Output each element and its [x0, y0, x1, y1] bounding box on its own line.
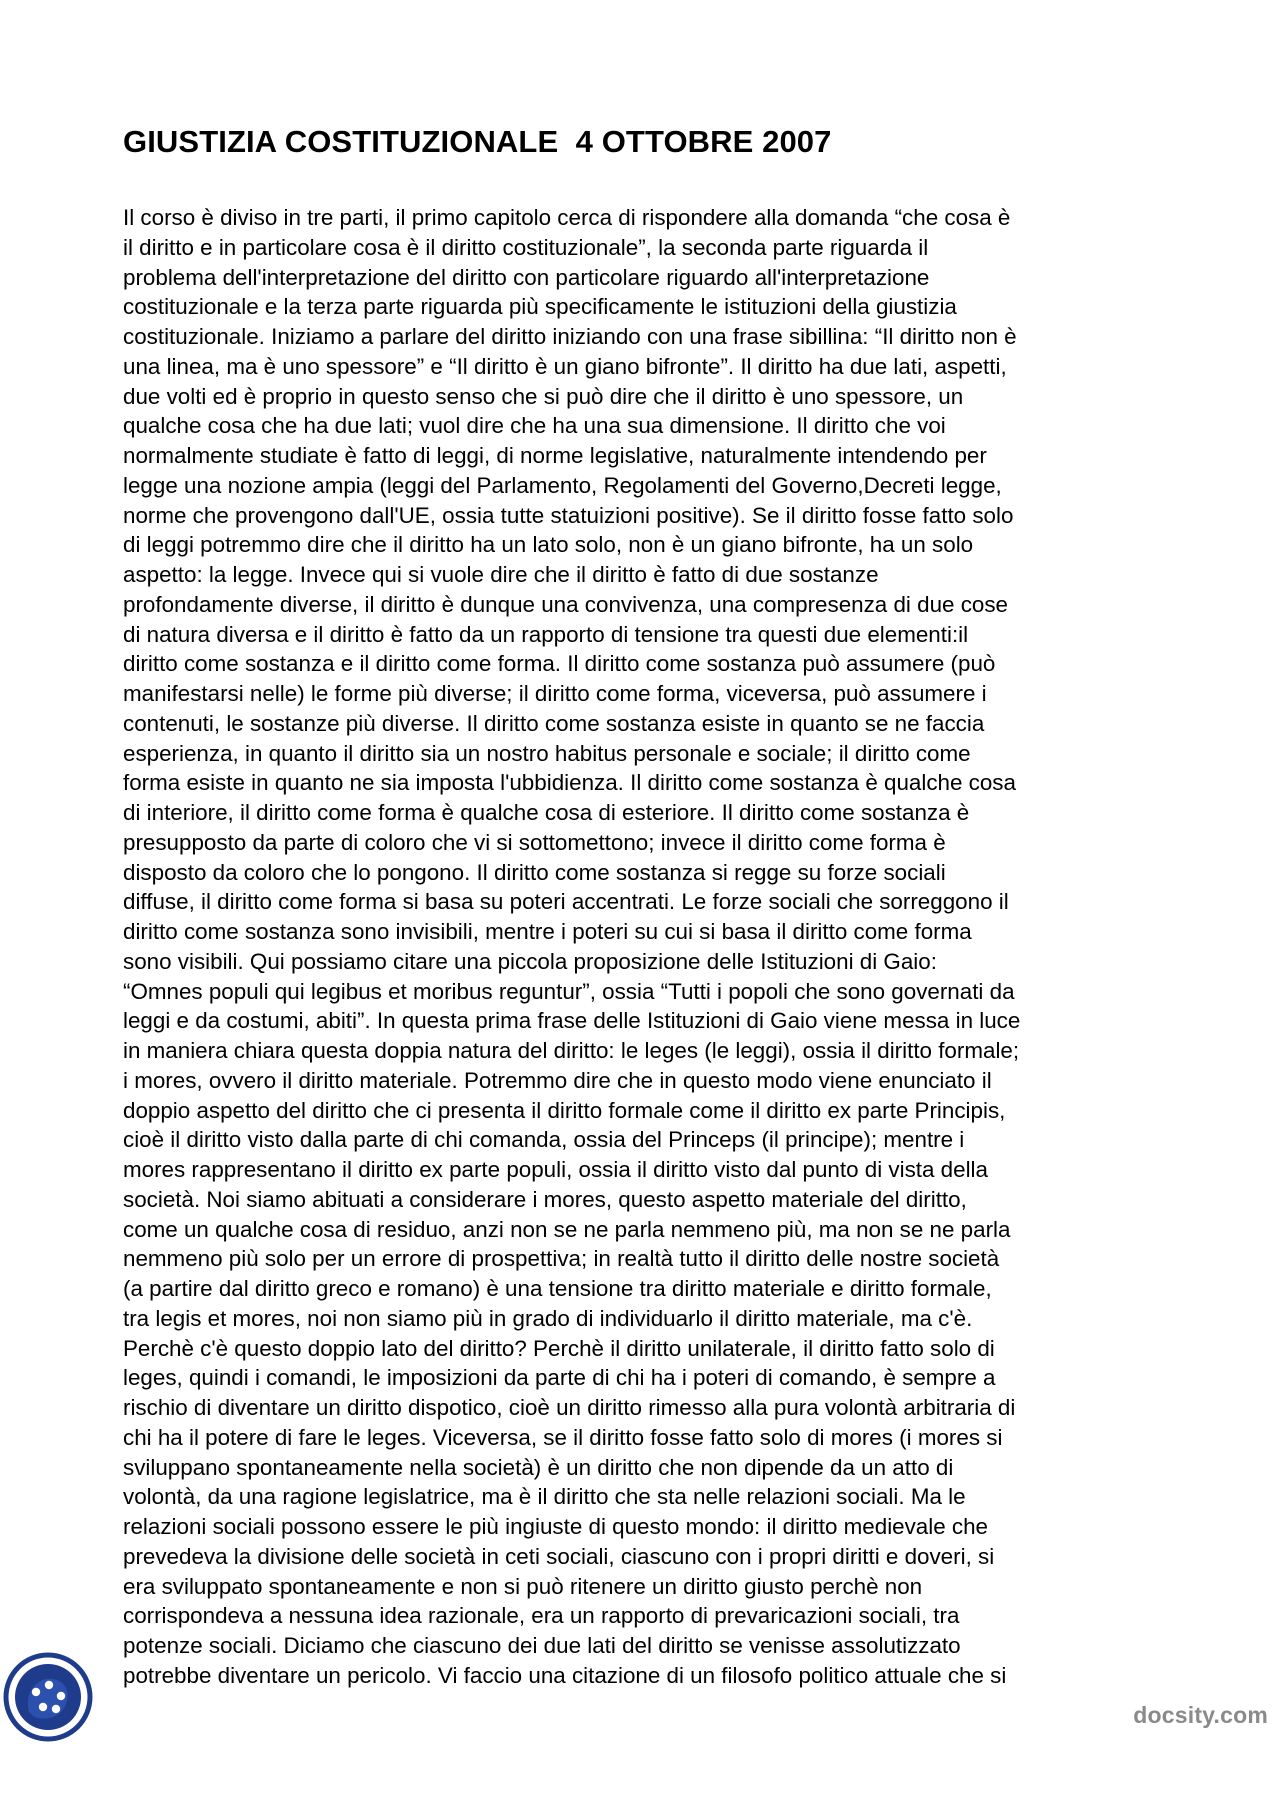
- body-line: i mores, ovvero il diritto materiale. Potremmo dire che in questo modo viene enunciato il: [123, 1067, 992, 1093]
- body-line: volontà, da una ragione legislatrice, ma è il diritto che sta nelle relazioni sociali. Ma le: [123, 1484, 966, 1510]
- body-line: diffuse, il diritto come forma si basa su poteri accentrati. Le forze sociali che sorreggono il: [123, 889, 1009, 915]
- body-line: relazioni sociali possono essere le più ingiuste di questo mondo: il diritto medievale che: [123, 1514, 989, 1539]
- body-line: di natura diversa e il diritto è fatto da un rapporto di tensione tra questi due elementi:il: [123, 621, 969, 647]
- document-body: [123, 203, 1173, 1691]
- body-line: prevedeva la divisione delle società in ceti sociali, ciascuno con i propri diritti e doveri, si: [123, 1543, 995, 1569]
- docsity-logo-icon[interactable]: [3, 1652, 93, 1742]
- document-title: GIUSTIZIA COSTITUZIONALE 4 OTTOBRE 2007: [123, 124, 832, 159]
- body-line: diritto come sostanza e il diritto come forma. Il diritto come sostanza può assumere (può: [123, 651, 996, 677]
- body-line: società. Noi siamo abituati a considerare i mores, questo aspetto materiale del diritto,: [123, 1186, 967, 1212]
- body-line: nemmeno più solo per un errore di prospettiva; in realtà tutto il diritto delle nostre società: [123, 1246, 1000, 1272]
- body-line: una linea, ma è uno spessore” e “Il diritto è un giano bifronte”. Il diritto ha due lati, aspetti,: [123, 353, 1007, 379]
- body-line: tra legis et mores, noi non siamo più in grado di individuarlo il diritto materiale, ma c'è.: [123, 1305, 973, 1331]
- body-line: costituzionale e la terza parte riguarda più specificamente le istituzioni della giustizia: [123, 294, 957, 320]
- body-line: costituzionale. Iniziamo a parlare del diritto iniziando con una frase sibillina: “Il diritto non è: [123, 324, 1017, 349]
- body-line: manifestarsi nelle) le forme più diverse; il diritto come forma, viceversa, può assumere i: [123, 681, 987, 706]
- body-line: Perchè c'è questo doppio lato del diritto? Perchè il diritto unilaterale, il diritto fatto solo di: [123, 1335, 995, 1361]
- body-line: aspetto: la legge. Invece qui si vuole dire che il diritto è fatto di due sostanze: [123, 562, 879, 587]
- body-line: doppio aspetto del diritto che ci presenta il diritto formale come il diritto ex parte Principis,: [123, 1097, 1006, 1123]
- body-line: in maniera chiara questa doppia natura del diritto: le leges (le leggi), ossia il diritto formale;: [123, 1038, 1020, 1063]
- body-line: “Omnes populi qui legibus et moribus reguntur”, ossia “Tutti i popoli che sono governati da: [123, 978, 1015, 1004]
- body-line: esperienza, in quanto il diritto sia un nostro habitus personale e sociale; il diritto come: [123, 740, 971, 766]
- body-line: cioè il diritto visto dalla parte di chi comanda, ossia del Princeps (il principe); mentre i: [123, 1127, 965, 1153]
- body-line: sviluppano spontaneamente nella società) è un diritto che non dipende da un atto di: [123, 1454, 954, 1480]
- body-line: corrispondeva a nessuna idea razionale, era un rapporto di prevaricazioni sociali, tra: [123, 1603, 960, 1629]
- body-line: (a partire dal diritto greco e romano) è una tensione tra diritto materiale e diritto formale,: [123, 1276, 992, 1301]
- body-line: rischio di diventare un diritto dispotico, cioè un diritto rimesso alla pura volontà arbitraria di: [123, 1395, 1016, 1420]
- body-line: Il corso è diviso in tre parti, il primo capitolo cerca di rispondere alla domanda “che cosa è: [123, 205, 1011, 230]
- body-line: era sviluppato spontaneamente e non si può ritenere un diritto giusto perchè non: [123, 1573, 923, 1599]
- body-line: leggi e da costumi, abiti”. In questa prima frase delle Istituzioni di Gaio viene messa in luce: [123, 1008, 1021, 1034]
- body-line: contenuti, le sostanze più diverse. Il diritto come sostanza esiste in quanto se ne faccia: [123, 710, 985, 736]
- body-line: legge una nozione ampia (leggi del Parlamento, Regolamenti del Governo,Decreti legge,: [123, 472, 1002, 498]
- body-line: il diritto e in particolare cosa è il diritto costituzionale”, la seconda parte riguarda il: [123, 234, 929, 260]
- body-line: normalmente studiate è fatto di leggi, di norme legislative, naturalmente intendendo per: [123, 443, 987, 468]
- body-line: norme che provengono dall'UE, ossia tutte statuizioni positive). Se il diritto fosse fatto solo: [123, 502, 1014, 528]
- body-line: forma esiste in quanto ne sia imposta l'ubbidienza. Il diritto come sostanza è qualche cosa: [123, 770, 1016, 796]
- body-line: di interiore, il diritto come forma è qualche cosa di esteriore. Il diritto come sostanza è: [123, 800, 970, 825]
- body-line: come un qualche cosa di residuo, anzi non se ne parla nemmeno più, ma non se ne parla: [123, 1216, 1011, 1242]
- body-line: chi ha il potere di fare le leges. Viceversa, se il diritto fosse fatto solo di mores (i mores si: [123, 1424, 1003, 1450]
- body-line: problema dell'interpretazione del diritto con particolare riguardo all'interpretazione: [123, 264, 930, 290]
- body-line: due volti ed è proprio in questo senso che si può dire che il diritto è uno spessore, un: [123, 383, 964, 409]
- body-line: mores rappresentano il diritto ex parte populi, ossia il diritto visto dal punto di vista della: [123, 1157, 988, 1182]
- body-line: presupposto da parte di coloro che vi si sottomettono; invece il diritto come forma è: [123, 829, 946, 855]
- body-line: diritto come sostanza sono invisibili, mentre i poteri su cui si basa il diritto come forma: [123, 919, 972, 944]
- docsity-watermark[interactable]: docsity.com: [1133, 1702, 1268, 1728]
- body-line: sono visibili. Qui possiamo citare una piccola proposizione delle Istituzioni di Gaio:: [123, 948, 937, 974]
- body-line: qualche cosa che ha due lati; vuol dire che ha una sua dimensione. Il diritto che voi: [123, 413, 946, 439]
- body-line: di leggi potremmo dire che il diritto ha un lato solo, non è un giano bifronte, ha un solo: [123, 532, 974, 558]
- body-line: leges, quindi i comandi, le imposizioni da parte di chi ha i poteri di comando, è sempre a: [123, 1365, 996, 1391]
- body-line: disposto da coloro che lo pongono. Il diritto come sostanza si regge su forze sociali: [123, 859, 946, 885]
- body-line: profondamente diverse, il diritto è dunque una convivenza, una compresenza di due cose: [123, 591, 1008, 617]
- body-line: potenze sociali. Diciamo che ciascuno dei due lati del diritto se venisse assolutizzato: [123, 1633, 961, 1658]
- body-line: potrebbe diventare un pericolo. Vi faccio una citazione di un filosofo politico attuale che si: [123, 1662, 1007, 1688]
